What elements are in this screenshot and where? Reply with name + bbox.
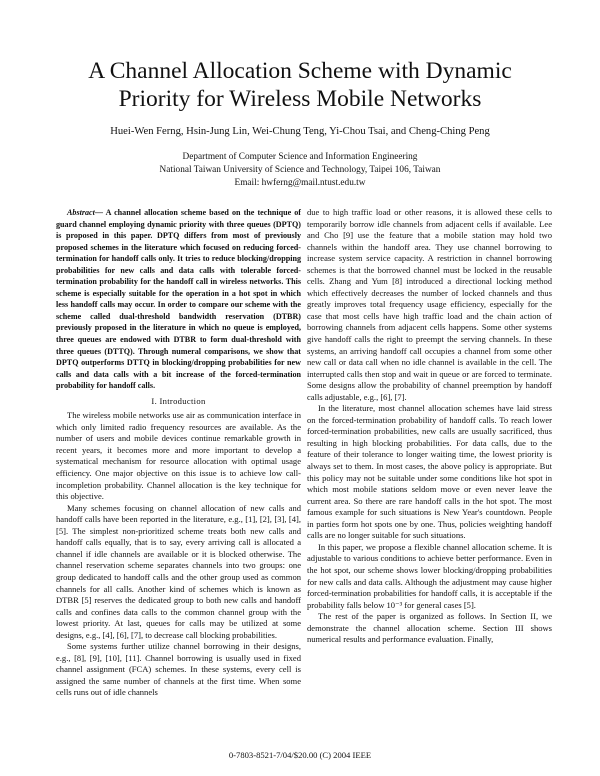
left-paragraph: Some systems further utilize channel borrowing in their designs, e.g., [8], [9], [10], [11]. Channel borrowing is usually used in fixed channel assignment (FCA) schemes. In these systems, every cell is assigned the same number of channels at the first time. When some cells runs out of idle channels [56,641,301,698]
left-paragraph: Many schemes focusing on channel allocation of new calls and handoff calls have been reported in the literature, e.g., [1], [2], [3], [4], [5]. The simplest non-prioritized scheme treats both new calls and handoff calls equally, that is to say, every arriving call is allocated a channel if idle channels are available or it is blocked otherwise. The channel reservation scheme separates channels into two groups: one group dedicated to handoff calls and the other group used as common channels for all calls. Another kind of schemes which is known as DTBR [5] reserves the dedicated group to both new calls and handoff calls and confines data calls to the common channel group with the lowest priority. At last, queues for calls may be utilized at some designs, e.g., [4], [6], [7], to decrease call blocking probabilities. [56,502,301,640]
left-paragraph: The wireless mobile networks use air as communication interface in which only limited radio frequency resources are available. As the number of users and mobile devices continue remarkable growth in recent years, it becomes more and more important to develop a systematical mechanism for resource allocation with optimal usage efficiency. One major objective on this issue is to achieve low call-incompletion probability. Channel allocation is the key technique for this objective. [56,410,301,502]
title-line-2: Priority for Wireless Mobile Networks [118,86,482,112]
abstract [56,207,301,392]
right-column [307,207,552,646]
author-list: Huei-Wen Ferng, Hsin-Jung Lin, Wei-Chung Teng, Yi-Chou Tsai, and Cheng-Ching Peng [110,126,490,137]
abstract-label: Abstract [67,208,95,217]
copyright-footer: 0-7803-8521-7/04/$20.00 (C) 2004 IEEE [228,750,372,760]
right-paragraph: due to high traffic load or other reasons, it is allowed these cells to temporarily borrow idle channels from adjacent cells if available. Lee and Cho [9] use the feature that a mobile station may hold two channels within the handoff area. They use channel borrowing to increase system service capacity. A restriction in channel borrowing schemes is that the borrowed channel must be locked in the reusable cells. Zhang and Yum [8] introduced a directional locking method which effectively decreases the number of locked channels and thus greatly improves total frequency usage efficiency, especially for the case that most cells have high traffic load and the chain action of borrowing channels from adjacent cells happens. Some other systems give handoff calls the right to preempt the serving channels. In these systems, an arriving handoff call occupies a channel from some other new call or data call when no idle channel is available in the cell. The interrupted calls then stop and wait in queue or are forced to terminate. Some designs allow the probability of channel preemption by handoff calls adjustable, e.g., [6], [7]. [307,207,552,402]
title-line-1: A Channel Allocation Scheme with Dynamic [88,58,512,84]
right-paragraph: In this paper, we propose a flexible channel allocation scheme. It is adjustable to various conditions to achieve better performance. Even in the hot spot, our scheme shows lower blocking/dropping probabilities for new calls and data calls. Although the adjustment may cause higher forced-termination probabilities for handoff calls, it is acceptable if the probability falls below 10⁻³ for general cases [5]. [307,541,552,610]
section-heading-introduction: I. Introduction [151,395,206,406]
affiliation [40,151,560,190]
affiliation-university: National Taiwan University of Science and Technology, Taipei 106, Taiwan [159,165,441,175]
affiliation-email: Email: hwferng@mail.ntust.edu.tw [234,178,366,188]
abstract-text: — A channel allocation scheme based on the technique of guard channel employing dynamic priority with three queues (DPTQ) is proposed in this paper. DPTQ differs from most of previously proposed schemes in the literature which focused on reducing forced-termination for handoff calls only. It tries to reduce blocking/dropping probabilities for new calls and data calls with tolerable forced-termination probability for the handoff call in wireless networks. This scheme is especially suitable for the operation in a hot spot in which less handoff calls may occur. In order to compare our scheme with the scheme called dual-threshold bandwidth reservation (DTBR) previously proposed in the literature in which no queue is employed, three queues are endowed with DTBR to form dual-threshold with three queues (DTTQ). Through numeral comparisons, we show that DPTQ outperforms DTTQ in blocking/dropping probabilities for new calls and data calls with a bit increase of the forced-termination probability for handoff calls. [56,208,301,391]
right-paragraph: In the literature, most channel allocation schemes have laid stress on the forced-termination probability of handoff calls. To reach lower forced-termination probabilities, new calls are usually sacrificed, thus resulting in high blocking probabilities. For data calls, due to the feature of their tolerance to longer waiting time, the lowest priority is always set to them. In most cases, the above policy is appropriate. But this policy may not be suitable under some conditions like hot spot in which most mobile stations seldom move or even never leave the current area. So there are rare handoff calls in the hot spot. The most famous example for such situations is New Year's countdown. People in parties form hot spots one by one. Thus, policies weighting handoff calls are no longer suitable for such situations. [307,403,552,541]
affiliation-department: Department of Computer Science and Information Engineering [182,152,418,162]
left-column [56,207,301,699]
right-paragraph: The rest of the paper is organized as follows. In Section II, we demonstrate the channel allocation scheme. Section III shows numerical results and performance evaluation. Finally, [307,611,552,645]
paper-title [40,57,560,113]
